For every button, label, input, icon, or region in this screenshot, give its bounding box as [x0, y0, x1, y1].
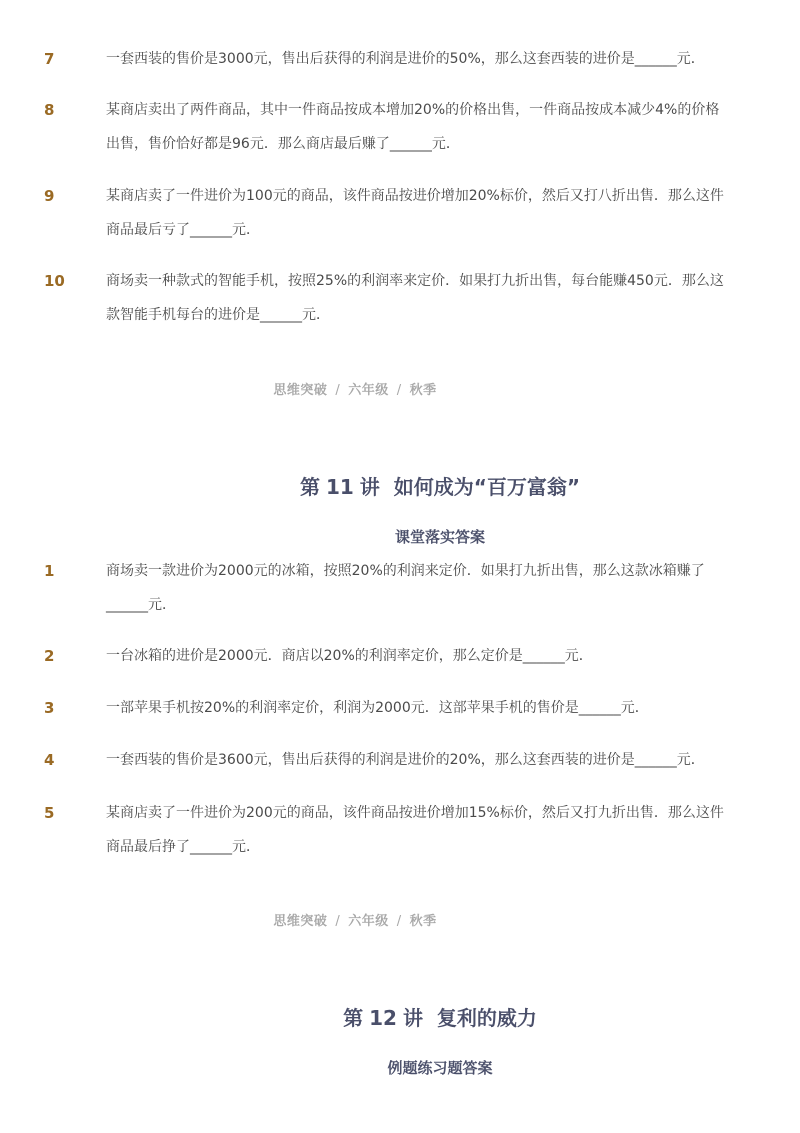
lecture-prefix: 第	[343, 1006, 364, 1030]
footer-term: 秋季	[409, 914, 437, 929]
lecture-title	[0, 471, 800, 500]
page-footer	[0, 910, 710, 929]
lecture-number: 11	[325, 475, 354, 499]
question-text: 一台冰箱的进价是2000元．商店以20%的利润率定价，那么定价是______元．	[106, 648, 593, 664]
question-number: 2	[44, 647, 55, 665]
footer-separator: /	[396, 914, 402, 929]
question-number: 1	[44, 562, 55, 580]
question-text: 商场卖一种款式的智能手机，按照25%的利润率来定价．如果打九折出售，每台能赚450元．那么这款智能手机每台的进价是______元．	[106, 273, 724, 323]
footer-grade: 六年级	[348, 914, 389, 929]
lecture-suffix: 讲	[359, 475, 380, 499]
page-footer	[0, 379, 710, 398]
question-text: 商场卖一款进价为2000元的冰箱，按照20%的利润来定价．如果打九折出售，那么这款冰箱赚了______元．	[106, 563, 705, 613]
lecture-title	[0, 1002, 800, 1031]
question-text: 某商店卖了一件进价为200元的商品，该件商品按进价增加15%标价，然后又打九折出售．那么这件商品最后挣了______元．	[106, 805, 724, 855]
question-text: 某商店卖了一件进价为100元的商品，该件商品按进价增加20%标价，然后又打八折出售．那么这件商品最后亏了______元．	[106, 188, 724, 238]
question-text: 一套西装的售价是3600元，售出后获得的利润是进价的20%，那么这套西装的进价是______元．	[106, 752, 705, 768]
footer-grade: 六年级	[348, 383, 389, 398]
lecture-name: 如何成为“百万富翁”	[393, 475, 581, 499]
section-title: 课堂落实答案	[394, 528, 485, 546]
lecture-prefix: 第	[299, 475, 320, 499]
footer-separator: /	[396, 383, 402, 398]
lecture-name: 复利的威力	[436, 1006, 537, 1030]
question-text: 一套西装的售价是3000元，售出后获得的利润是进价的50%，那么这套西装的进价是______元．	[106, 51, 705, 67]
question-text: 一部苹果手机按20%的利润率定价，利润为2000元．这部苹果手机的售价是______元．	[106, 700, 649, 716]
footer-separator: /	[335, 383, 341, 398]
lecture-number: 12	[369, 1006, 397, 1030]
footer-subject: 思维突破	[273, 914, 328, 929]
question-number: 9	[44, 187, 55, 205]
section-title: 例题练习题答案	[387, 1059, 493, 1077]
footer-subject: 思维突破	[273, 383, 328, 398]
question-text: 某商店卖出了两件商品，其中一件商品按成本增加20%的价格出售，一件商品按成本减少4%的价格出售，售价恰好都是96元．那么商店最后赚了______元．	[106, 102, 720, 152]
footer-separator: /	[335, 914, 341, 929]
question-number: 5	[44, 804, 55, 822]
question-number: 7	[44, 50, 55, 68]
lecture-suffix: 讲	[402, 1006, 423, 1030]
question-number: 4	[44, 751, 55, 769]
question-number: 10	[44, 272, 65, 290]
question-number: 3	[44, 699, 55, 717]
footer-term: 秋季	[409, 383, 437, 398]
question-number: 8	[44, 101, 55, 119]
